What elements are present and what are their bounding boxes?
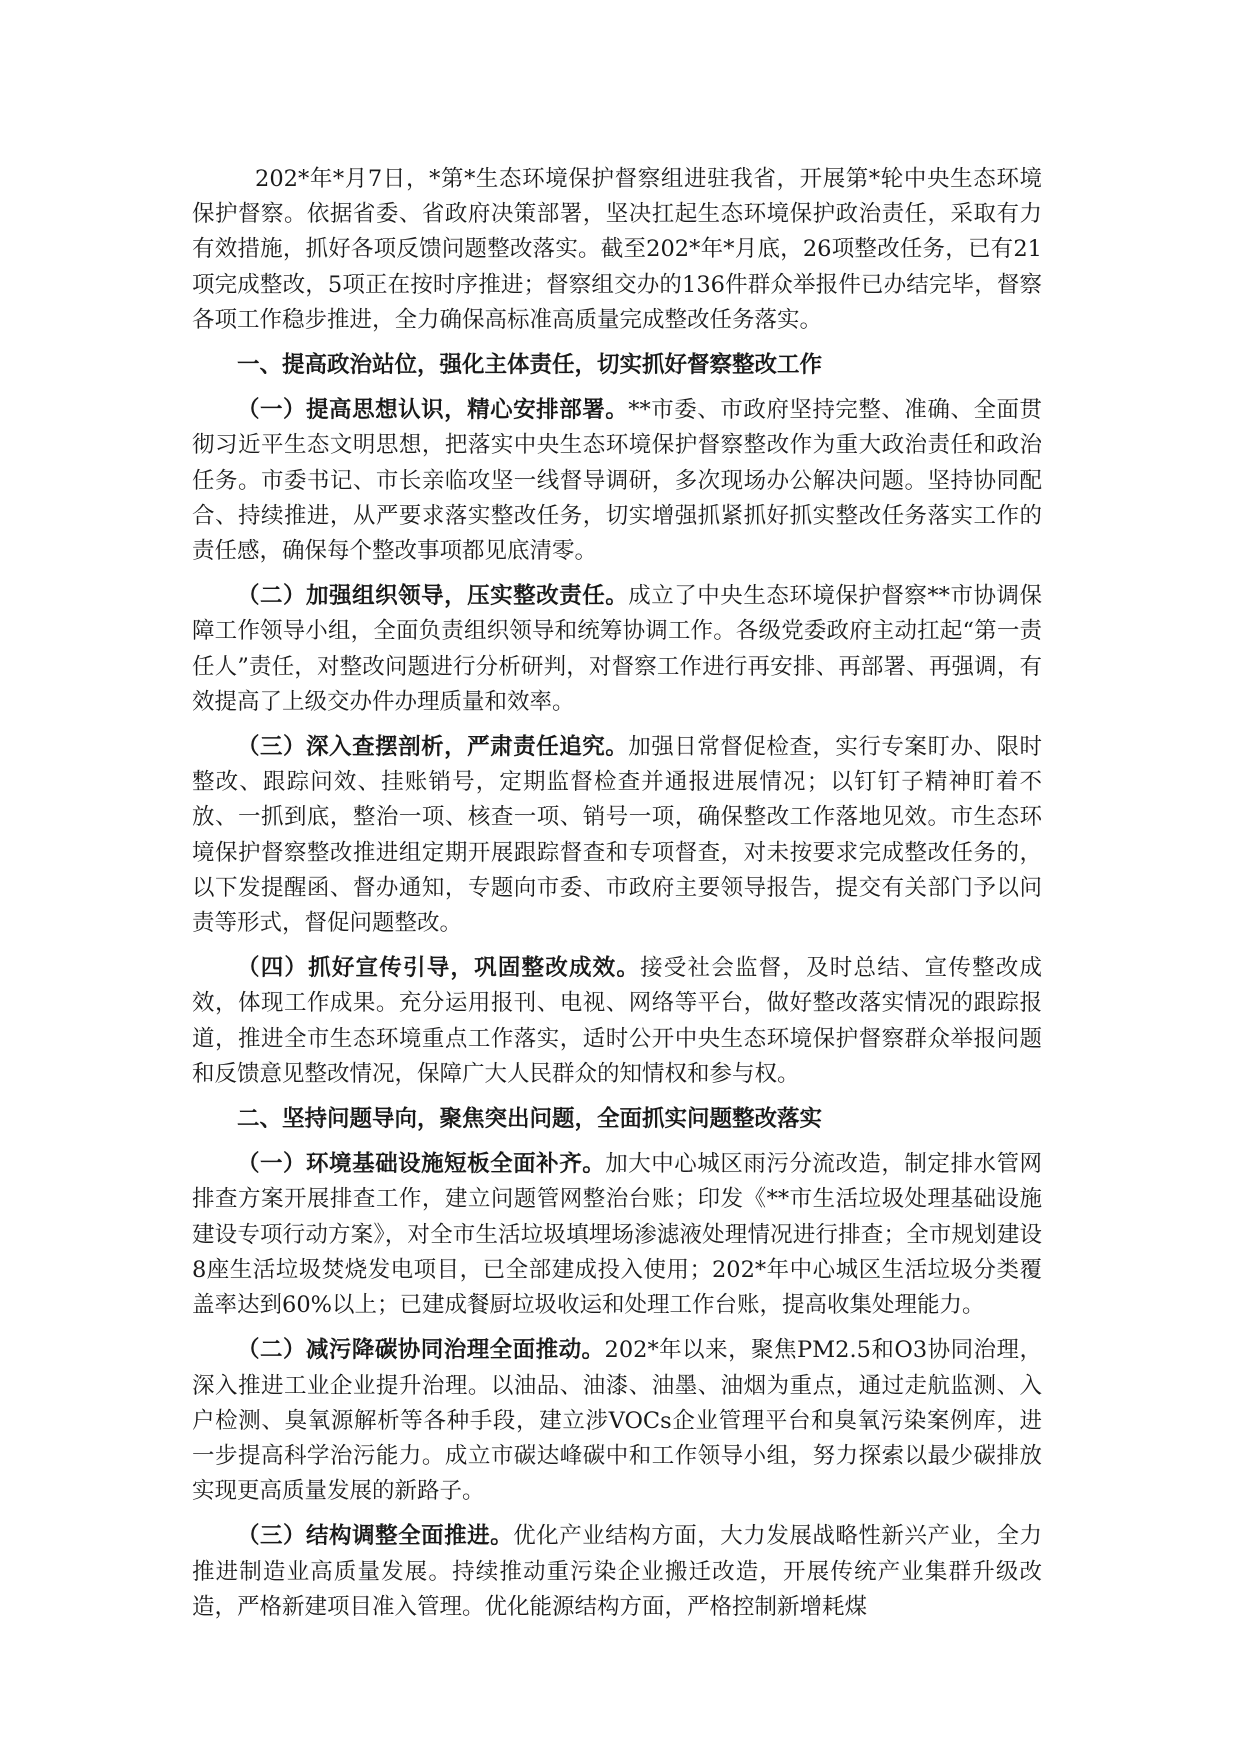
paragraph-1-1: [192, 393, 1042, 569]
paragraph-lead: （一）环境基础设施短板全面补齐。: [237, 1151, 606, 1178]
paragraph-lead: （二）加强组织领导，压实整改责任。: [237, 583, 629, 610]
paragraph-2-3: [192, 1519, 1042, 1625]
paragraph-body: 优化产业结构方面，大力发展战略性新兴产业，全力推进制造业高质量发展。持续推动重污染企业搬迁改造，开展传统产业集群升级改造，严格新建项目准入管理。优化能源结构方面，严格控制新增耗煤: [192, 1523, 1042, 1620]
paragraph-body: 加大中心城区雨污分流改造，制定排水管网排查方案开展排查工作，建立问题管网整治台账；印发《**市生活垃圾处理基础设施建设专项行动方案》，对全市生活垃圾填埋场渗滤液处理情况进行排查；全市规划建设8座生活垃圾焚烧发电项目，已全部建成投入使用；202*年中心城区生活垃圾分类覆盖率达到60%以上；已建成餐厨垃圾收运和处理工作台账，提高收集处理能力。: [192, 1151, 1042, 1319]
paragraph-1-4: [192, 951, 1042, 1092]
paragraph-body: 202*年以来，聚焦PM2.5和O3协同治理，深入推进工业企业提升治理。以油品、油漆、油墨、油烟为重点，通过走航监测、入户检测、臭氧源解析等各种手段，建立涉VOCs企业管理平台和臭氧污染案例库，进一步提高科学治污能力。成立市碳达峰碳中和工作领导小组，努力探索以最少碳排放实现更高质量发展的新路子。: [192, 1337, 1042, 1505]
paragraph-body: 接受社会监督，及时总结、宣传整改成效，体现工作成果。充分运用报刊、电视、网络等平台，做好整改落实情况的跟踪报道，推进全市生态环境重点工作落实，适时公开中央生态环境保护督察群众举报问题和反馈意见整改情况，保障广大人民群众的知情权和参与权。: [192, 955, 1042, 1087]
section-heading-2: 二、坚持问题导向，聚焦突出问题，全面抓实问题整改落实: [237, 1106, 823, 1133]
paragraph-lead: （二）减污降碳协同治理全面推动。: [237, 1337, 605, 1364]
paragraph-body: 加强日常督促检查，实行专案盯办、限时整改、跟踪问效、挂账销号，定期监督检查并通报进展情况；以钉钉子精神盯着不放、一抓到底，整治一项、核查一项、销号一项，确保整改工作落地见效。市生态环境保护督察整改推进组定期开展跟踪督查和专项督查，对未按要求完成整改任务的，以下发提醒函、督办通知，专题向市委、市政府主要领导报告，提交有关部门予以问责等形式，督促问题整改。: [192, 734, 1042, 937]
paragraph-2-1: [192, 1147, 1042, 1323]
intro-paragraph: 202*年*月7日，*第*生态环境保护督察组进驻我省，开展第*轮中央生态环境保护督察。依据省委、省政府决策部署，坚决扛起生态环境保护政治责任，采取有力有效措施，抓好各项反馈问题整改落实。截至202*年*月底，26项整改任务，已有21项完成整改，5项正在按时序推进；督察组交办的136件群众举报件已办结完毕，督察各项工作稳步推进，全力确保高标准高质量完成整改任务落实。: [192, 166, 1042, 333]
paragraph-lead: （四）抓好宣传引导，巩固整改成效。: [237, 955, 641, 982]
paragraph-lead: （一）提高思想认识，精心安排部署。: [237, 397, 629, 424]
paragraph-lead: （三）深入查摆剖析，严肃责任追究。: [237, 734, 629, 761]
paragraph-body: **市委、市政府坚持完整、准确、全面贯彻习近平生态文明思想，把落实中央生态环境保护督察整改作为重大政治责任和政治任务。市委书记、市长亲临攻坚一线督导调研，多次现场办公解决问题。坚持协同配合、持续推进，从严要求落实整改任务，切实增强抓紧抓好抓实整改任务落实工作的责任感，确保每个整改事项都见底清零。: [192, 397, 1042, 565]
section-heading-1: 一、提高政治站位，强化主体责任，切实抓好督察整改工作: [237, 352, 823, 379]
paragraph-2-2: [192, 1333, 1042, 1509]
paragraph-body: 成立了中央生态环境保护督察**市协调保障工作领导小组，全面负责组织领导和统筹协调工作。各级党委政府主动扛起“第一责任人”责任，对整改问题进行分析研判，对督察工作进行再安排、再部署、再强调，有效提高了上级交办件办理质量和效率。: [192, 583, 1042, 715]
paragraph-lead: （三）结构调整全面推进。: [237, 1523, 514, 1550]
document-body: [192, 162, 1042, 1625]
paragraph-1-2: [192, 579, 1042, 720]
paragraph-1-3: [192, 730, 1042, 941]
